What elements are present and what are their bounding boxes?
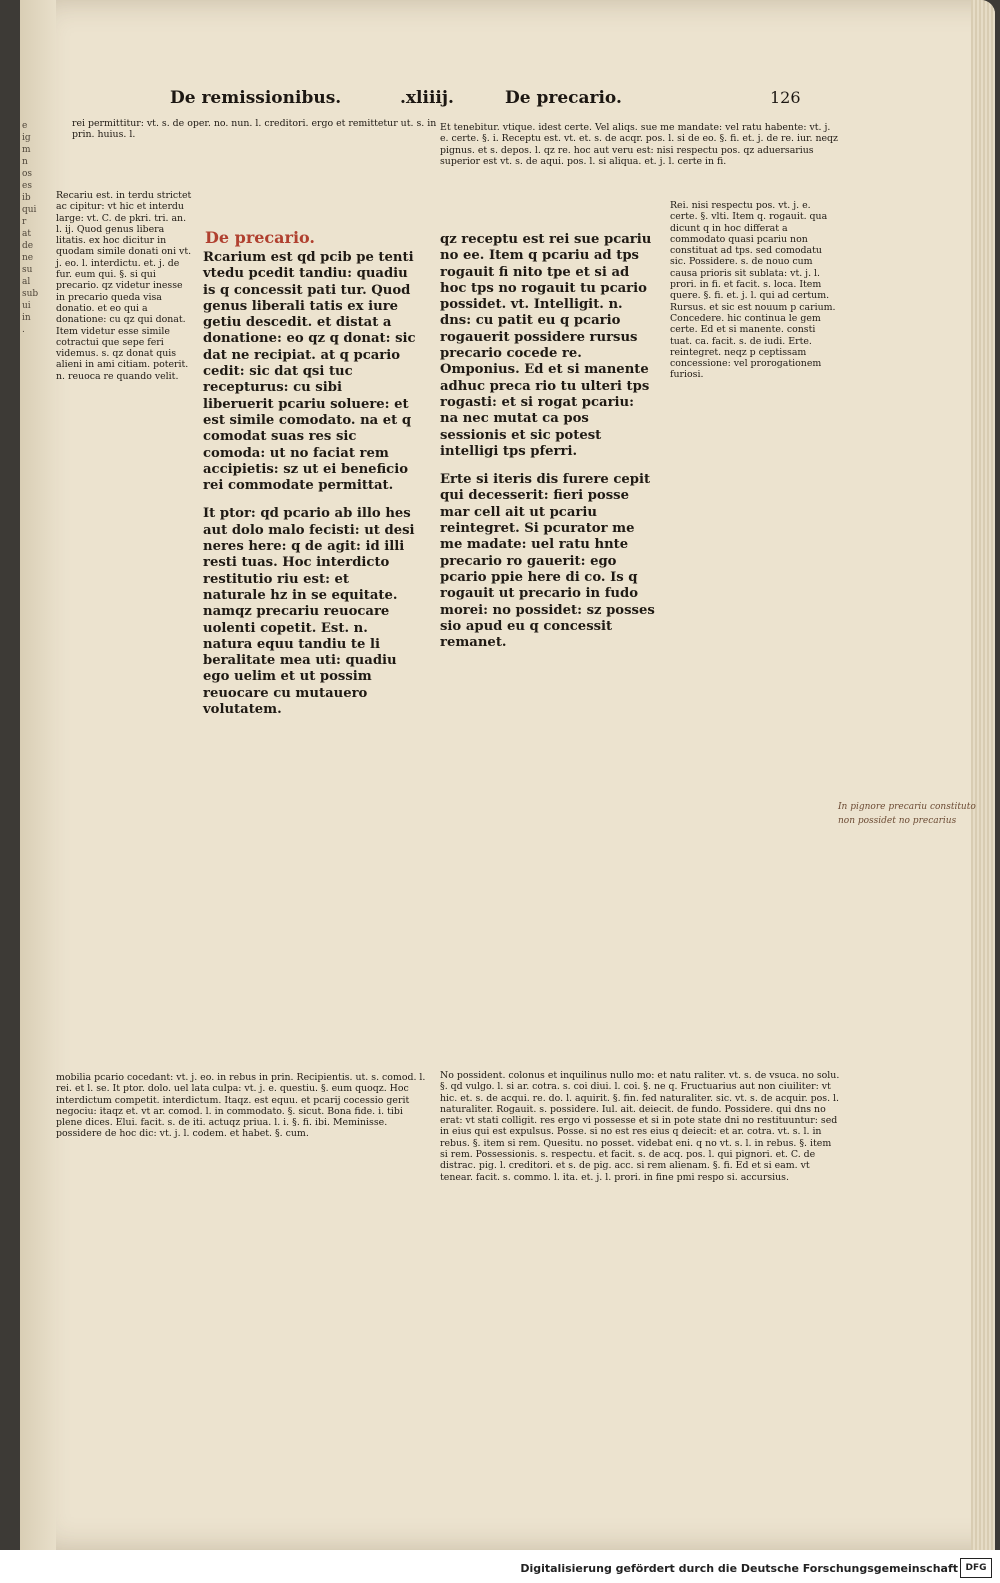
main-col1-para2: It ptor: qd pcario ab illo hes aut dolo malo fecisti: ut desi neres here: q de agit: id illi resti tuas. Hoc interdicto restitutio riu est: et naturale hz in se equitate. namqz precariu reuocare uolenti copetit. Est. n. natura equu tandiu te li beralitate mea uti: quadiu ego uelim et ut possim reuocare cu mutauero volutatem. <box>203 506 415 718</box>
main-text-column-2 <box>440 232 656 651</box>
digitization-footer <box>0 1550 1000 1583</box>
footer-credit-text: Digitalisierung gefördert durch die Deutsche Forschungsgemeinschaft <box>520 1562 958 1575</box>
main-col1-para1: Rcarium est qd pcib pe tenti vtedu pcedit tandiu: quadiu is q concessit pati tur. Quod genus liberali tatis ex iure getiu descedit. et distat a donatione: eo qz q donat: sic dat ne recipiat. at q pcario cedit: sic dat qsi tuc recepturus: cu sibi liberuerit pcariu soluere: et est simile comodato. na et q comodat suas res sic comoda: ut no faciat rem accipietis: sz ut ei beneficio rei commodate permittat. <box>203 250 416 494</box>
gloss-bottom-right <box>440 1070 840 1183</box>
main-col2-para1: qz receptu est rei sue pcariu no ee. Item q pcariu ad tps rogauit fi nito tpe et si ad hoc tps no rogauit tu pcario possidet. vt. Intelligit. n. dns: cu patit eu q pcario rogauerit possidere rursus precario cocede re. Omponius. Ed et si manente adhuc preca rio tu ulteri tps rogasti: et si rogat pcariu: na nec mutat ca pos sessionis et sic potest intelligi tps pferri. <box>440 232 652 459</box>
main-text-column-1 <box>203 250 416 718</box>
dfg-logo: DFG <box>960 1558 992 1578</box>
gloss-top-right <box>440 122 840 167</box>
gloss-top-left-text: rei permittitur: vt. s. de oper. no. nun. l. creditori. ergo et remittetur ut. s. in prin. huius. l. <box>72 118 437 141</box>
header-left-title: De remissionibus. <box>170 88 342 108</box>
section-rubric: De precario. <box>205 228 315 247</box>
gloss-right-column <box>670 200 836 381</box>
gloss-top-left <box>72 118 442 141</box>
header-folio: .xliiij. <box>400 88 454 108</box>
gloss-right-text: Rei. nisi respectu pos. vt. j. e. certe. §. vlti. Item q. rogauit. qua dicunt q in hoc differat a commodato quasi pcariu non constituat ad tps. sed comodatu sic. Possidere. s. de nouo cum causa prioris sit sublata: vt. j. l. prori. in fi. et facit. s. loca. Item quere. §. fi. et. j. l. qui ad certum. Rursus. et sic est nouum p carium. Concedere. hic continua le gem certe. Ed et si manente. consti tuat. ca. facit. s. de iudi. Erte. reintegret. neqz p ceptissam concessione: vel prorogationem furiosi. <box>670 200 836 381</box>
facing-page-edge <box>20 0 56 1550</box>
handwritten-marginal-note: In pignore precariu constituto non possidet no precarius <box>838 802 976 826</box>
header-page-number: 126 <box>770 88 801 107</box>
gloss-top-right-text: Et tenebitur. vtique. idest certe. Vel aliqs. sue me mandate: vel ratu habente: vt. j. e. certe. §. i. Receptu est. vt. et. s. de acqr. pos. l. si de eo. §. fi. et. j. de re. iur. neqz pignus. et s. depos. l. qz re. hoc aut veru est: nisi respectu pos. qz aduersarius superior est vt. s. de aqui. pos. l. si aliqua. et. j. l. certe in fi. <box>440 122 838 167</box>
page-stack-edge <box>971 0 995 1550</box>
gloss-bottom-left <box>56 1072 426 1140</box>
gloss-bottom-left-text: mobilia pcario cocedant: vt. j. eo. in rebus in prin. Recipientis. ut. s. comod. l. rei. et l. se. It ptor. dolo. uel lata culpa: vt. j. e. questiu. §. eum quoqz. Hoc interdictum competit. interdictum. Itaqz. est equu. et pcarij cocessio gerit negociu: itaqz et. vt ar. comod. l. in commodato. §. sicut. Bona fide. i. tibi plene dices. Elui. facit. s. de iti. actuqz priua. l. i. §. fi. ibi. Meminisse. possidere de hoc dic: vt. j. l. codem. et habet. §. cum. <box>56 1072 426 1140</box>
gloss-left-text: Recariu est. in terdu strictet ac cipitur: vt hic et interdu large: vt. C. de pkri. tri. an. l. ij. Quod genus libera litatis. ex hoc dicitur in quodam simile donati oni vt. j. eo. l. interdictu. et. j. de fur. eum qui. §. si qui precario. qz videtur inesse in precario queda visa donatio. et eo qui a donatione: cu qz qui donat. Item videtur esse simile cotractui que sepe feri videmus. s. qz donat quis alieni in ami citiam. poterit. n. reuoca re quando velit. <box>56 190 192 382</box>
facing-page-text-fragment: e ig m n os es ib qui r at de ne su al sub ui in . <box>22 121 39 335</box>
main-col2-para2: Erte si iteris dis furere cepit qui decesserit: fieri posse mar cell ait ut pcariu reintegret. Si pcurator me me madate: uel ratu hnte precario ro gauerit: ego pcario ppie here di co. Is q rogauit ut precario in fudo morei: no possidet: sz posses sio apud eu q concessit remanet. <box>440 472 655 651</box>
book-page <box>20 0 995 1550</box>
gloss-bottom-right-text: No possident. colonus et inquilinus nullo mo: et natu raliter. vt. s. de vsuca. no solu. §. qd vulgo. l. si ar. cotra. s. coi diui. l. coi. §. ne q. Fructuarius aut non ciuiliter: vt hic. et. s. de acqui. re. do. l. aquirit. §. fin. fed naturaliter. sic. vt. s. de acquir. pos. l. naturaliter. Rogauit. s. possidere. Iul. ait. deiecit. de fundo. Possidere. qui dns no erat: vt stati colligit. res ergo vi possesse et si in pote state dni no restituuntur: sed in eius qui est expulsus. Posse. si no est res eius q deiecit: et ar. cotra. vt. s. l. in rebus. §. item si rem. Quesitu. no posset. videbat eni. q no vt. s. l. in rebus. §. item si rem. Possessionis. s. respectu. et facit. s. de acq. pos. l. qui pignori. et. C. de distrac. pig. l. creditori. et s. de pig. acc. si rem alienam. §. fi. Ed et si eam. vt tenear. facit. s. commo. l. ita. et. j. l. prori. in fine pmi respo si. accursius. <box>440 1070 840 1183</box>
header-right-title: De precario. <box>505 88 622 108</box>
running-header <box>170 88 830 110</box>
gloss-left-column <box>56 190 194 382</box>
